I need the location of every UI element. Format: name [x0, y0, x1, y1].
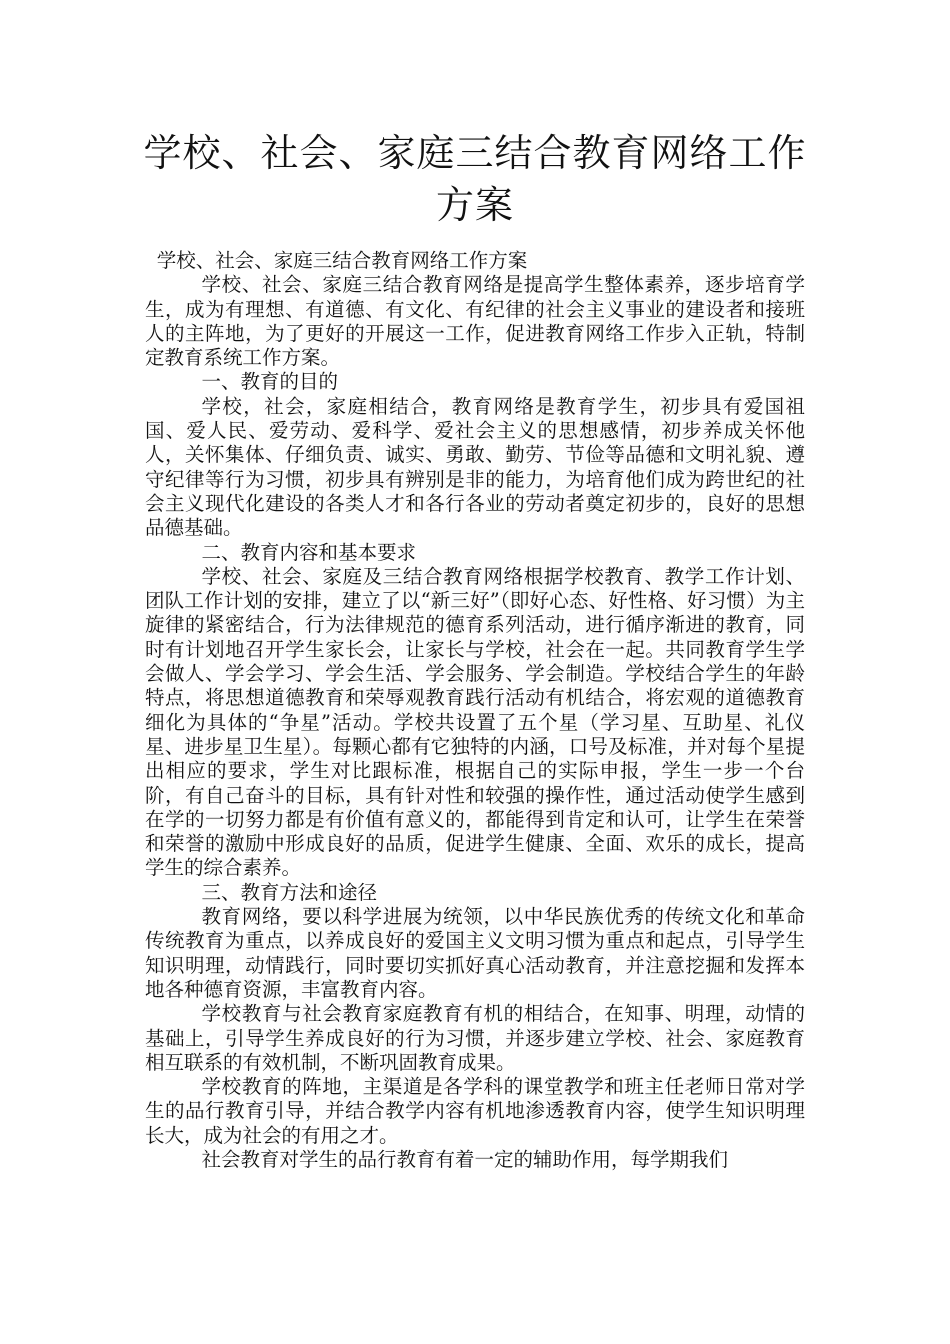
- section-paragraph: 学校教育的阵地，主渠道是各学科的课堂教学和班主任老师日常对学生的品行教育引导，并结合教学内容有机地渗透教育内容，使学生知识明理长大，成为社会的有用之才。: [145, 1075, 805, 1147]
- section-heading-methods: 三、教育方法和途径: [201, 880, 378, 904]
- document-body: [145, 249, 805, 1172]
- document-title: 学校、社会、家庭三结合教育网络工作方案: [143, 131, 807, 227]
- section-paragraph: 学校教育与社会教育家庭教育有机的相结合，在知事、明理，动情的基础上，引导学生养成良好的行为习惯，并逐步建立学校、社会、家庭教育相互联系的有效机制，不断巩固教育成果。: [145, 1002, 805, 1074]
- section-heading-purpose: 一、教育的目的: [201, 370, 339, 394]
- section-paragraph: 社会教育对学生的品行教育有着一定的辅助作用，每学期我们: [201, 1147, 729, 1171]
- section-heading-content: 二、教育内容和基本要求: [201, 540, 417, 564]
- section-paragraph: 教育网络，要以科学进展为统领，以中华民族优秀的传统文化和革命传统教育为重点，以养成良好的爱国主义文明习惯为重点和起点，引导学生知识明理，动情践行，同时要切实抓好真心活动教育，并注意挖掘和发挥本地各种德育资源，丰富教育内容。: [145, 905, 805, 1001]
- section-paragraph: 学校、社会、家庭及三结合教育网络根据学校教育、教学工作计划、团队工作计划的安排，建立了以“新三好”（即好心态、好性格、好习惯）为主旋律的紧密结合，行为法律规范的德育系列活动，进行循序渐进的教育，同时有计划地召开学生家长会，让家长与学校，社会在一起。共同教育学生学会做人、学会学习、学会生活、学会服务、学会制造。学校结合学生的年龄特点，将思想道德教育和荣辱观教育践行活动有机结合，将宏观的道德教育细化为具体的“争星”活动。学校共设置了五个星（学习星、互助星、礼仪星、进步星卫生星）。每颗心都有它独特的内涵，口号及标准，并对每个星提出相应的要求，学生对比跟标准，根据自己的实际申报，学生一步一个台阶，有自己奋斗的目标，具有针对性和较强的操作性，通过活动使学生感到在学的一切努力都是有价值有意义的，都能得到肯定和认可，让学生在荣誉和荣誉的激励中形成良好的品质，促进学生健康、全面、欢乐的成长，提高学生的综合素养。: [145, 564, 805, 880]
- intro-paragraph: 学校、社会、家庭三结合教育网络是提高学生整体素养，逐步培育学生，成为有理想、有道德、有文化、有纪律的社会主义事业的建设者和接班人的主阵地，为了更好的开展这一工作，促进教育网络工作步入正轨，特制定教育系统工作方案。: [145, 273, 805, 370]
- section-paragraph: 学校，社会，家庭相结合，教育网络是教育学生，初步具有爱国祖国、爱人民、爱劳动、爱科学、爱社会主义的思想感情，初步养成关怀他人，关怀集体、仔细负责、诚实、勇敢、勤劳、节俭等品德和文明礼貌、遵守纪律等行为习惯，初步具有辨别是非的能力，为培育他们成为跨世纪的社会主义现代化建设的各类人才和各行各业的劳动者奠定初步的，良好的思想品德基础。: [145, 394, 805, 540]
- document-subtitle: 学校、社会、家庭三结合教育网络工作方案: [156, 249, 528, 272]
